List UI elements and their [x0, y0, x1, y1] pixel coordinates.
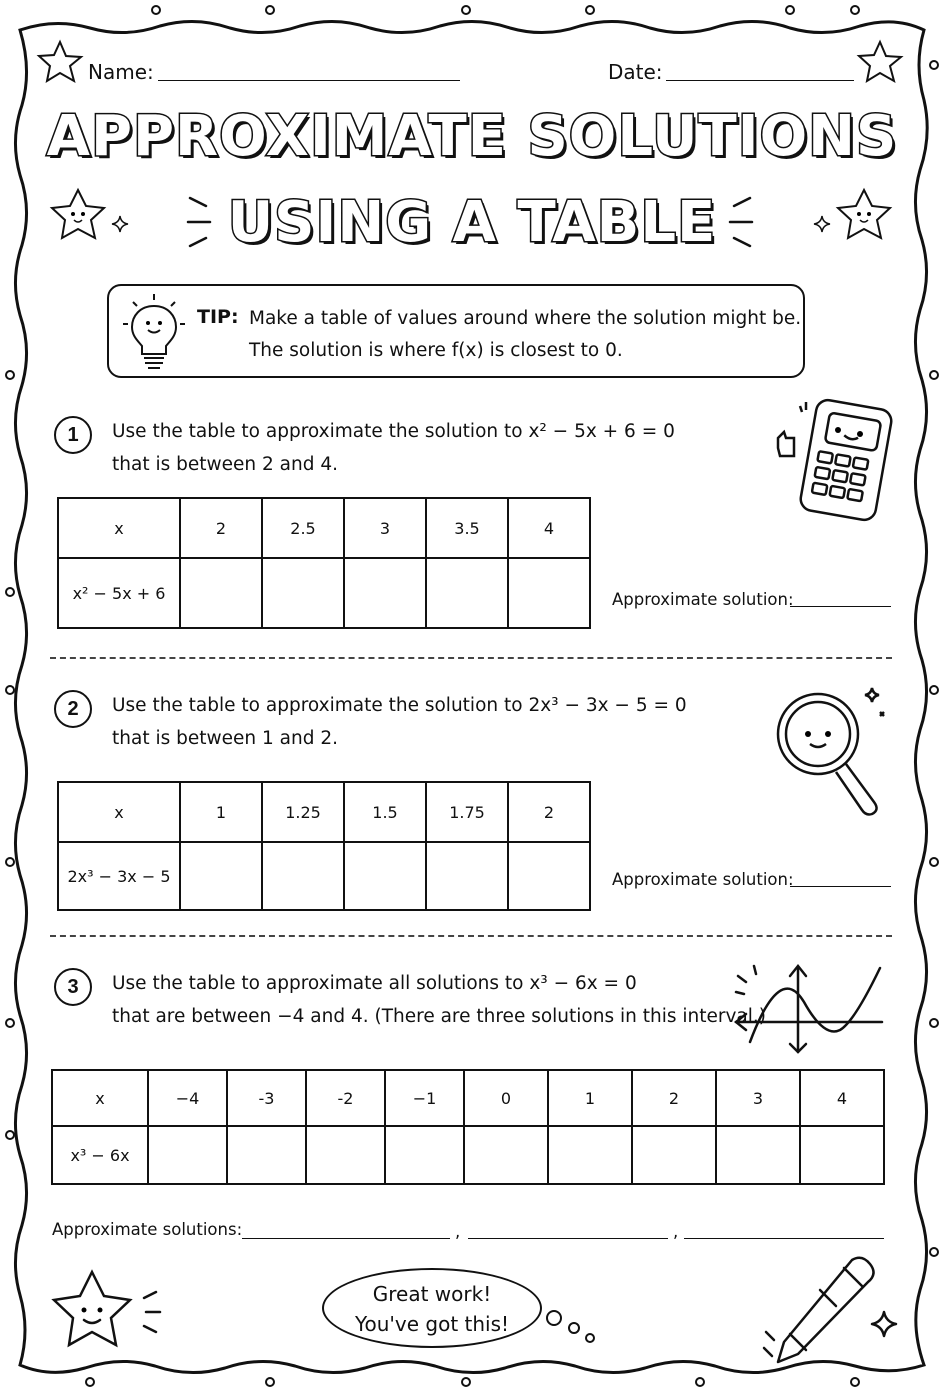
- sparkle-icon: [814, 216, 830, 232]
- x-value-cell: 4: [800, 1070, 884, 1126]
- x-value-cell: 1.5: [344, 782, 426, 842]
- x-value-cell: 4: [508, 498, 590, 558]
- answer-cell[interactable]: [508, 558, 590, 628]
- function-row-label: x³ − 6x: [52, 1126, 148, 1184]
- x-value-cell: 3.5: [426, 498, 508, 558]
- answer-cell[interactable]: [426, 558, 508, 628]
- question-3-answer-label: Approximate solutions:: [52, 1220, 243, 1239]
- x-value-cell: 2: [632, 1070, 716, 1126]
- lightbulb-icon: [121, 292, 187, 376]
- answer-cell[interactable]: [385, 1126, 464, 1184]
- pencil-icon: [760, 1252, 900, 1372]
- question-1-answer-field[interactable]: [790, 606, 891, 607]
- bubble-line-2: You've got this!: [354, 1312, 510, 1336]
- graph-icon: [732, 962, 890, 1058]
- answer-cell[interactable]: [306, 1126, 385, 1184]
- section-divider: [50, 657, 892, 659]
- bubble-line-1: Great work!: [372, 1282, 492, 1306]
- x-value-cell: −1: [385, 1070, 464, 1126]
- section-divider: [50, 935, 892, 937]
- x-value-cell: 3: [716, 1070, 800, 1126]
- emphasis-lines-icon: [186, 192, 216, 252]
- question-2-table: [57, 781, 591, 911]
- answer-cell[interactable]: [148, 1126, 227, 1184]
- x-value-cell: 1: [548, 1070, 632, 1126]
- tip-label: TIP:: [197, 306, 239, 328]
- answer-cell[interactable]: [426, 842, 508, 910]
- question-3-line-1: Use the table to approximate all solutions to x³ − 6x = 0: [112, 973, 637, 994]
- x-value-cell: -3: [227, 1070, 306, 1126]
- answer-separator: ,: [673, 1222, 679, 1241]
- answer-cell[interactable]: [227, 1126, 306, 1184]
- name-field[interactable]: [158, 80, 460, 81]
- tip-line-1: Make a table of values around where the solution might be.: [249, 308, 802, 329]
- star-icon: [44, 1268, 164, 1358]
- question-3-answer-field-1[interactable]: [242, 1238, 450, 1239]
- star-icon: [48, 186, 108, 246]
- question-1-answer-label: Approximate solution:: [612, 590, 794, 609]
- question-2-answer-field[interactable]: [790, 886, 891, 887]
- x-value-cell: 3: [344, 498, 426, 558]
- x-value-cell: 2: [180, 498, 262, 558]
- title-line-1: APPROXIMATE SOLUTIONS: [46, 104, 898, 169]
- emphasis-lines-icon: [724, 192, 754, 252]
- question-2-number: 2: [54, 690, 92, 728]
- magnifier-icon: [772, 682, 896, 822]
- x-value-cell: 1: [180, 782, 262, 842]
- answer-cell[interactable]: [548, 1126, 632, 1184]
- function-row-label: 2x³ − 3x − 5: [58, 842, 180, 910]
- x-value-cell: 1.25: [262, 782, 344, 842]
- answer-cell[interactable]: [464, 1126, 548, 1184]
- answer-cell[interactable]: [262, 842, 344, 910]
- question-3-number: 3: [54, 968, 92, 1006]
- table-header-cell: x: [58, 498, 180, 558]
- star-icon: [834, 186, 894, 246]
- question-1-number: 1: [54, 416, 92, 454]
- question-1-table: [57, 497, 591, 629]
- thought-dots-icon: [544, 1306, 598, 1346]
- x-value-cell: 2: [508, 782, 590, 842]
- table-header-cell: x: [52, 1070, 148, 1126]
- question-3-table: [51, 1069, 885, 1185]
- x-value-cell: −4: [148, 1070, 227, 1126]
- tip-line-2: The solution is where f(x) is closest to 0.: [249, 340, 623, 361]
- question-1-line-2: that is between 2 and 4.: [112, 454, 338, 475]
- x-value-cell: -2: [306, 1070, 385, 1126]
- table-header-cell: x: [58, 782, 180, 842]
- answer-cell[interactable]: [344, 842, 426, 910]
- date-field[interactable]: [666, 80, 854, 81]
- x-value-cell: 2.5: [262, 498, 344, 558]
- answer-cell[interactable]: [344, 558, 426, 628]
- function-row-label: x² − 5x + 6: [58, 558, 180, 628]
- calculator-icon: [766, 396, 896, 526]
- answer-cell[interactable]: [508, 842, 590, 910]
- question-2-answer-label: Approximate solution:: [612, 870, 794, 889]
- answer-cell[interactable]: [180, 842, 262, 910]
- question-3-line-2: that are between −4 and 4. (There are three solutions in this interval.): [112, 1006, 766, 1027]
- question-1-line-1: Use the table to approximate the solution to x² − 5x + 6 = 0: [112, 421, 675, 442]
- sparkle-icon: [112, 216, 128, 232]
- answer-separator: ,: [455, 1222, 461, 1241]
- answer-cell[interactable]: [716, 1126, 800, 1184]
- question-3-answer-field-3[interactable]: [684, 1238, 884, 1239]
- title-line-2: USING A TABLE: [227, 190, 717, 255]
- encouragement-bubble: [322, 1268, 542, 1348]
- answer-cell[interactable]: [632, 1126, 716, 1184]
- answer-cell[interactable]: [800, 1126, 884, 1184]
- question-2-line-1: Use the table to approximate the solution to 2x³ − 3x − 5 = 0: [112, 695, 687, 716]
- answer-cell[interactable]: [262, 558, 344, 628]
- question-3-answer-field-2[interactable]: [468, 1238, 668, 1239]
- x-value-cell: 1.75: [426, 782, 508, 842]
- answer-cell[interactable]: [180, 558, 262, 628]
- tip-box: [107, 284, 805, 378]
- date-label: Date:: [608, 60, 663, 84]
- x-value-cell: 0: [464, 1070, 548, 1126]
- question-2-line-2: that is between 1 and 2.: [112, 728, 338, 749]
- name-label: Name:: [88, 60, 154, 84]
